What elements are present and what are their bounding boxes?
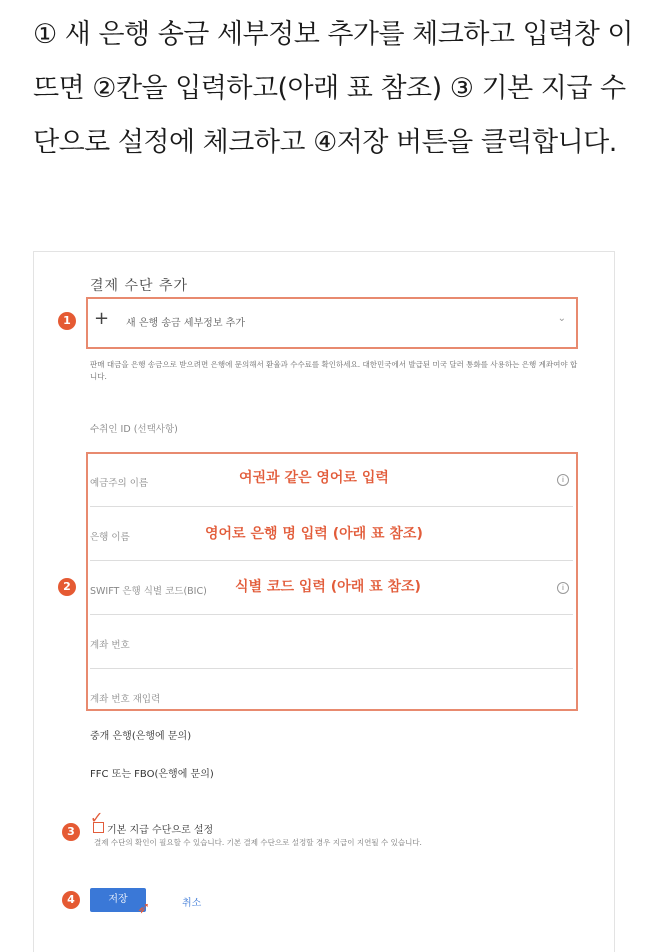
info-icon[interactable]: i <box>557 474 569 486</box>
field-label: SWIFT 은행 식별 코드(BIC) <box>90 586 207 597</box>
step-badge-4: 4 <box>62 891 80 909</box>
field-label: 수취인 ID (선택사항) <box>90 424 178 435</box>
info-icon[interactable]: i <box>557 582 569 594</box>
cursor-icon: ➶ <box>137 898 151 917</box>
default-payment-label: 기본 지급 수단으로 설정 <box>107 825 214 836</box>
help-text: 판매 대금을 은행 송금으로 받으려면 은행에 문의해서 환율과 수수료를 확인하세요. 대한민국에서 발급된 미국 달러 통화를 사용하는 은행 계좌여야 합니다. <box>90 360 578 381</box>
plus-icon: + <box>94 308 110 329</box>
field-label: 은행 이름 <box>90 532 130 543</box>
save-button[interactable]: 저장 <box>90 888 146 912</box>
recipient-id-field[interactable] <box>90 402 573 453</box>
account-number-confirm-field[interactable] <box>90 672 573 722</box>
payment-form-screenshot <box>33 251 615 952</box>
ffc-fbo-field[interactable]: FFC 또는 FBO(은행에 문의) <box>90 769 214 780</box>
step-badge-3: 3 <box>62 823 80 841</box>
field-label: 계좌 번호 재입력 <box>90 694 161 705</box>
add-bank-transfer-dropdown[interactable] <box>86 297 578 349</box>
field-label: 계좌 번호 <box>90 640 130 651</box>
default-payment-note: 결제 수단의 확인이 필요할 수 있습니다. 기본 결제 수단으로 설정할 경우 지급이 지연될 수 있습니다. <box>94 838 422 847</box>
chevron-down-icon: ⌄ <box>557 313 566 324</box>
checkmark-icon: ✓ <box>90 808 104 827</box>
swift-annotation: 식별 코드 입력 (아래 표 참조) <box>235 579 421 595</box>
dropdown-label: 새 은행 송금 세부정보 추가 <box>126 318 245 329</box>
step-badge-1: 1 <box>58 312 76 330</box>
form-title: 결제 수단 추가 <box>90 278 189 294</box>
field-label: 예금주의 이름 <box>90 478 149 489</box>
cancel-link[interactable]: 취소 <box>182 898 202 909</box>
account-number-field[interactable] <box>90 618 573 669</box>
intermediary-bank-field[interactable]: 중개 은행(은행에 문의) <box>90 731 192 742</box>
intro-text: ① 새 은행 송금 세부정보 추가를 체크하고 입력창 이 뜨면 ②칸을 입력하고(아래 표 참조) ③ 기본 지급 수단으로 설정에 체크하고 ④저장 버튼을 클릭합니다. <box>33 19 634 158</box>
holder-annotation: 여권과 같은 영어로 입력 <box>239 470 389 486</box>
bank-annotation: 영어로 은행 명 입력 (아래 표 참조) <box>205 526 423 542</box>
step-badge-2: 2 <box>58 578 76 596</box>
